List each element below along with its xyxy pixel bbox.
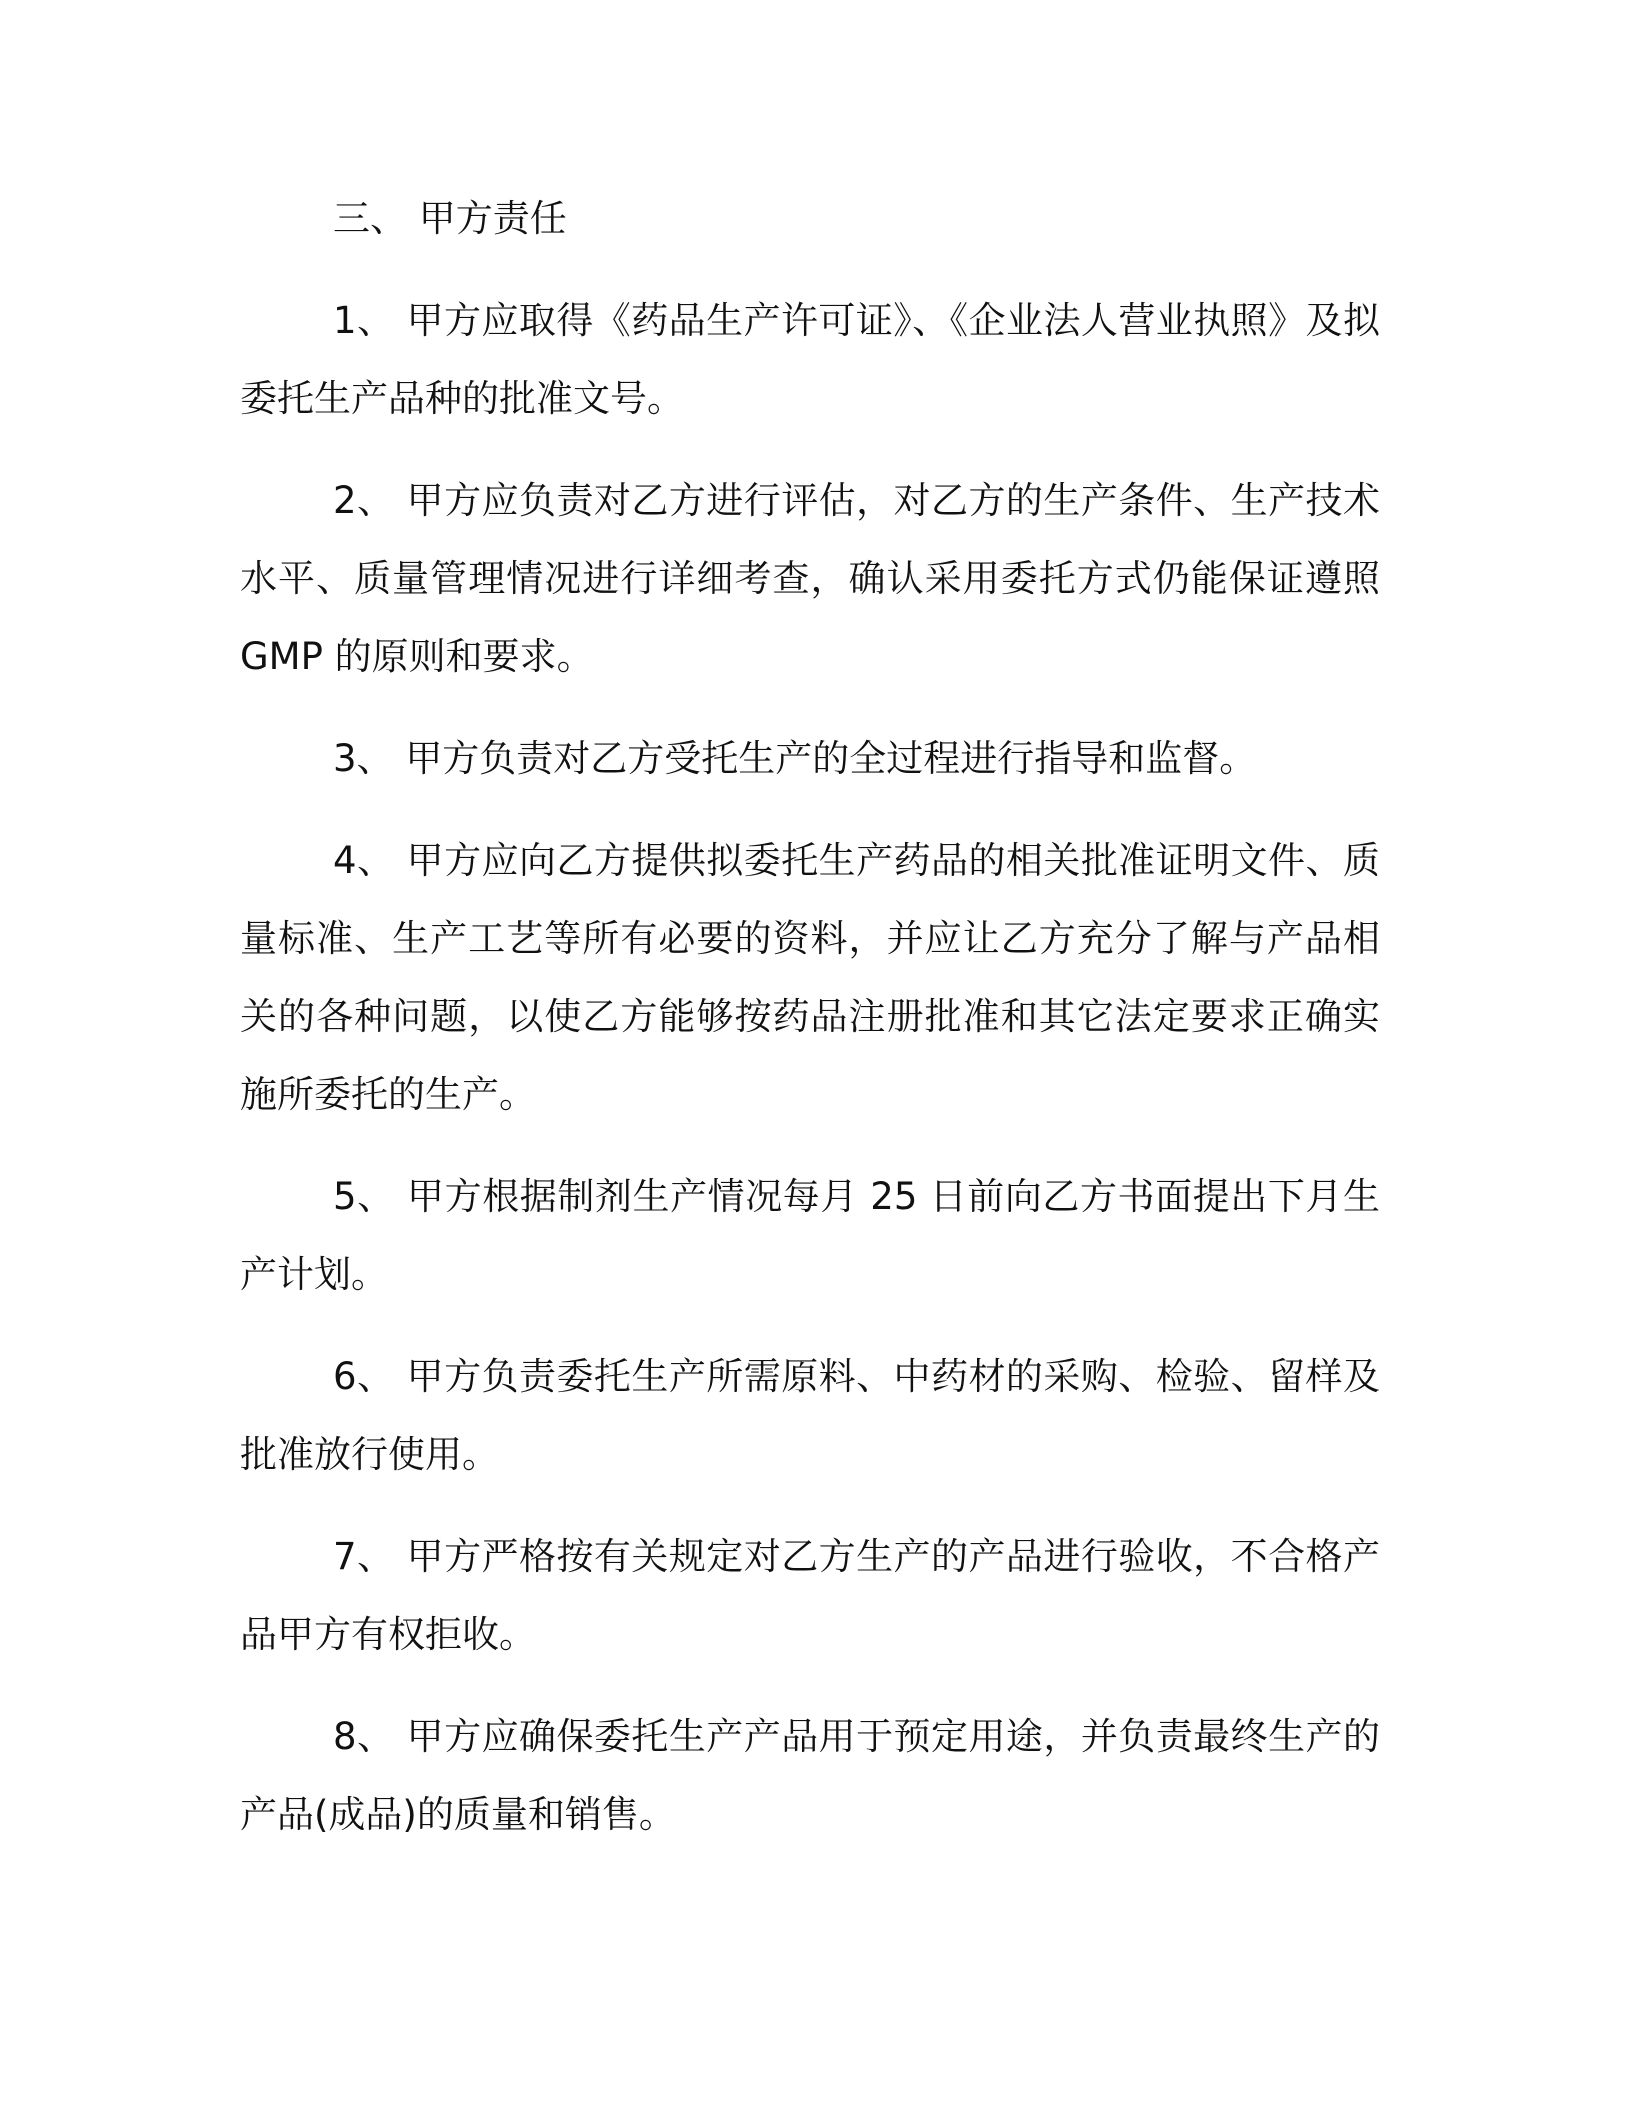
clause-5	[240, 1158, 1380, 1314]
section-heading: 三、 甲方责任	[333, 197, 567, 240]
clause-text: 甲方负责对乙方受托生产的全过程进行指导和监督。	[405, 737, 1257, 780]
clause-number: 1、	[333, 299, 395, 342]
clause-number: 2、	[333, 479, 395, 522]
clause-text: 甲方应向乙方提供拟委托生产药品的相关批准证明文件、质量标准、生产工艺等所有必要的资料，并应让乙方充分了解与产品相关的各种问题，以使乙方能够按药品注册批准和其它法定要求正确实施所委托的生产。	[240, 839, 1380, 1116]
clause-number: 3、	[333, 737, 394, 780]
clause-text: 甲方根据制剂生产情况每月 25 日前向乙方书面提出下月生产计划。	[240, 1175, 1381, 1296]
clause-number: 6、	[333, 1355, 395, 1398]
clause-8	[240, 1698, 1380, 1854]
clause-text: 甲方严格按有关规定对乙方生产的产品进行验收，不合格产品甲方有权拒收。	[240, 1535, 1380, 1656]
clause-text: 甲方应负责对乙方进行评估，对乙方的生产条件、生产技术水平、质量管理情况进行详细考查，确认采用委托方式仍能保证遵照 GMP 的原则和要求。	[240, 479, 1380, 678]
clause-3	[240, 720, 1380, 798]
document-content	[240, 180, 1380, 1854]
clause-4	[240, 822, 1380, 1134]
clause-number: 8、	[333, 1715, 395, 1758]
clause-1	[240, 282, 1380, 438]
clause-number: 4、	[333, 839, 395, 882]
clause-7	[240, 1518, 1380, 1674]
clause-text: 甲方负责委托生产所需原料、中药材的采购、检验、留样及批准放行使用。	[240, 1355, 1380, 1476]
clause-number: 7、	[333, 1535, 395, 1578]
clause-number: 5、	[333, 1175, 395, 1218]
clause-text: 甲方应取得《药品生产许可证》、《企业法人营业执照》及拟委托生产品种的批准文号。	[240, 299, 1380, 420]
clause-text: 甲方应确保委托生产产品用于预定用途，并负责最终生产的产品(成品)的质量和销售。	[240, 1715, 1380, 1836]
clause-2	[240, 462, 1380, 696]
clause-6	[240, 1338, 1380, 1494]
